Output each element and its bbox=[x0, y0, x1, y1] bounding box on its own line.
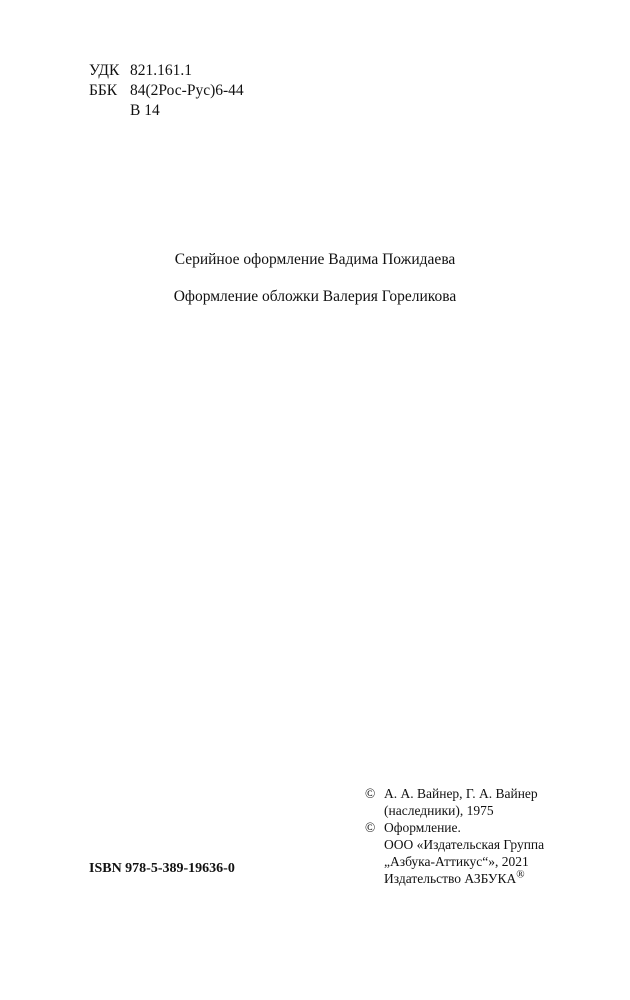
author-mark-row bbox=[89, 101, 244, 121]
series-design-credit: Серийное оформление Вадима Пожидаева bbox=[174, 251, 456, 268]
copyright-design bbox=[365, 819, 544, 887]
copyright-publisher-year: „Азбука-Аттикус“», 2021 bbox=[384, 854, 529, 869]
isbn-number: ISBN 978-5-389-19636-0 bbox=[89, 861, 235, 876]
copyright-imprint-line bbox=[384, 870, 544, 887]
bbk-value: 84(2Рос-Рус)6-44 bbox=[130, 82, 244, 99]
copyright-publisher-line: ООО «Издательская Группа bbox=[384, 837, 545, 852]
udk-value: 821.161.1 bbox=[130, 62, 192, 79]
copyright-authors bbox=[365, 785, 544, 819]
copyright-authors-year: (наследники), 1975 bbox=[384, 803, 494, 818]
author-mark-spacer bbox=[89, 101, 130, 121]
author-mark: В 14 bbox=[130, 102, 160, 119]
copyright-design-line: Оформление. bbox=[384, 820, 461, 835]
copyright-symbol: © bbox=[365, 820, 376, 835]
imprint-name: Издательство АЗБУКА bbox=[384, 871, 517, 886]
bbk-row bbox=[89, 81, 244, 101]
registered-mark: ® bbox=[516, 868, 525, 881]
bbk-label: ББК bbox=[89, 82, 118, 99]
copyright-authors-line: А. А. Вайнер, Г. А. Вайнер bbox=[384, 786, 538, 801]
udk-label: УДК bbox=[89, 62, 120, 79]
library-classification bbox=[89, 61, 244, 121]
udk-row bbox=[89, 61, 244, 81]
cover-design-credit: Оформление обложки Валерия Гореликова bbox=[173, 288, 457, 305]
copyright-symbol: © bbox=[365, 786, 376, 801]
copyright-notice bbox=[365, 785, 544, 887]
